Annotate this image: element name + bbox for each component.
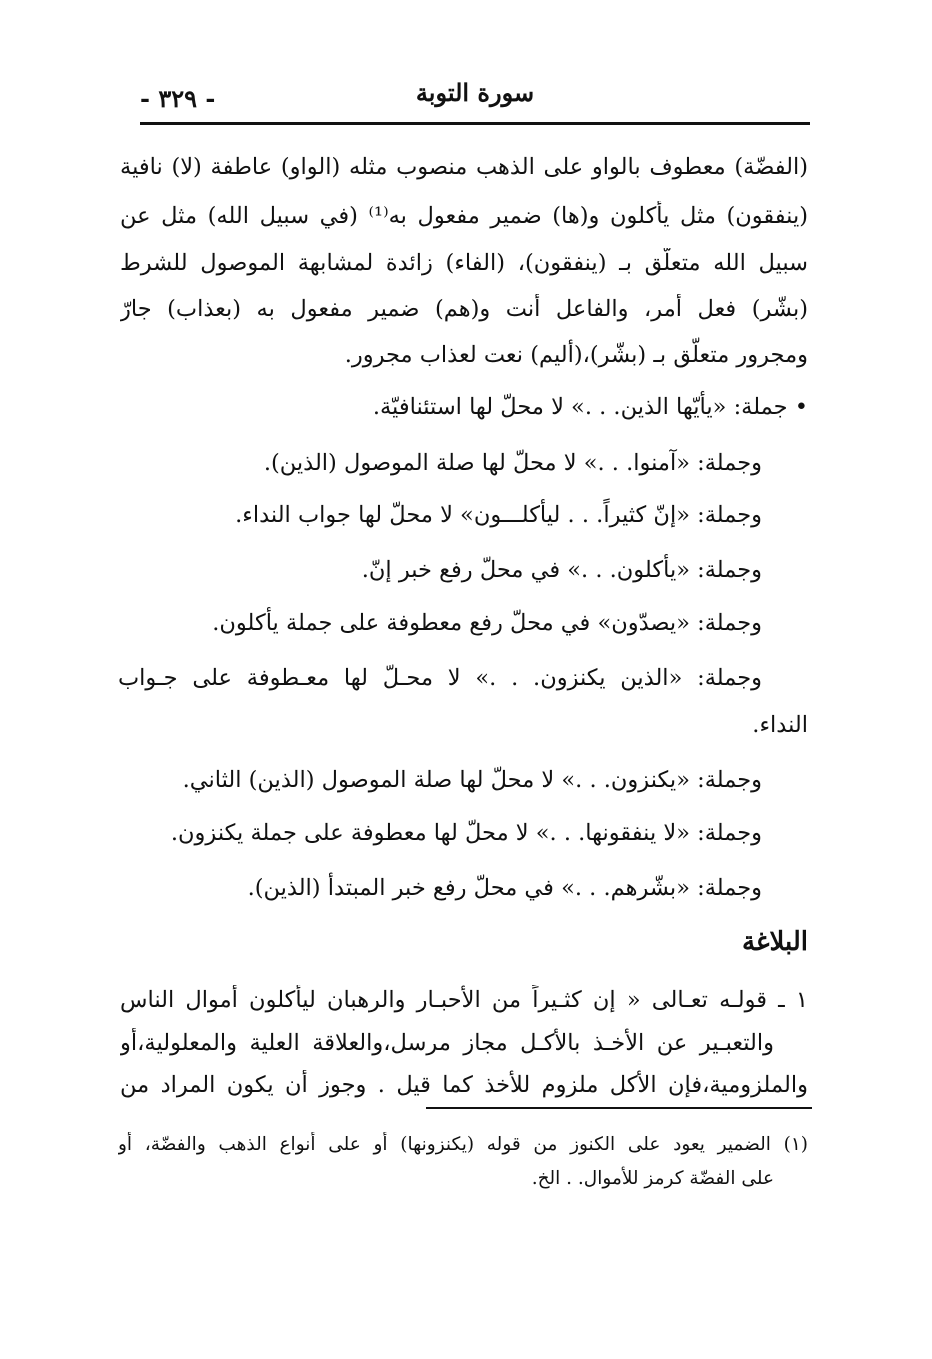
body-line: ومجرور متعلّق بـ (بشّر)،(أليم) نعت لعذاب مجرور. <box>344 342 808 368</box>
sentence-line: وجملة: «لا ينفقونها. . .» لا محلّ لها معطوفة على جملة يكنزون. <box>170 820 762 846</box>
sentence-line: النداء. <box>752 712 808 738</box>
page-number: - ٣٢٩ - <box>140 84 216 113</box>
sentence-line: وجملة: «يأكلون. . .» في محلّ رفع خبر إنّ. <box>361 557 762 583</box>
body-line: (بشّر) فعل أمر، والفاعل أنت و(هم) ضمير مفعول به (بعذاب) جارّ <box>120 296 808 322</box>
body-line: (الفضّة) معطوف بالواو على الذهب منصوب مثله (الواو) عاطفة (لا) نافية <box>120 154 808 180</box>
surah-title: سورة التوبة <box>415 78 535 107</box>
balagha-line: والملزومية،فإن الأكل ملزوم للأخذ كما قيل . وجوز أن يكون المراد من <box>120 1072 808 1098</box>
footnote-rule <box>426 1107 812 1109</box>
footnote-line: (١) الضمير يعود على الكنوز من قوله (يكنزونها) أو على أنواع الذهب والفضّة، أو <box>118 1134 808 1155</box>
sentence-line: وجملة: «آمنوا. . .» لا محلّ لها صلة الموصول (الذين). <box>263 450 762 476</box>
sentence-line: وجملة: «بشّرهم. . .» في محلّ رفع خبر المبتدأ (الذين). <box>247 875 762 901</box>
balagha-line: ١ ـ قولـه تعـالى « إن كثـيراً من الأحبـار والرهبان ليأكلون أموال الناس <box>120 987 808 1013</box>
body-line: (ينفقون) مثل يأكلون و(ها) ضمير مفعول به⁽¹⁾ (في سبيل الله) مثل عن <box>120 203 808 229</box>
section-heading: البلاغة <box>741 927 808 957</box>
page-header <box>140 70 810 120</box>
header-rule <box>140 122 810 125</box>
sentence-line: وجملة: «الذين يكنزون. . .» لا محـلّ لها معـطوفة على جـواب <box>118 665 762 691</box>
sentence-line: وجملة: «يكنزون. . .» لا محلّ لها صلة الموصول (الذين) الثاني. <box>182 767 762 793</box>
sentence-line: • جملة: «يأيّها الذين. . .» لا محلّ لها استئنافيّة. <box>372 394 808 420</box>
footnote-line: على الفضّة كرمز للأموال. . الخ. <box>531 1168 774 1189</box>
body-line: سبيل الله متعلّق بـ (ينفقون)، (الفاء) زائدة لمشابهة الموصول للشرط <box>120 250 808 276</box>
sentence-line: وجملة: «إنّ كثيراً. . . ليأكلـــون» لا محلّ لها جواب النداء. <box>235 502 762 528</box>
sentence-line: وجملة: «يصدّون» في محلّ رفع معطوفة على جملة يأكلون. <box>212 610 762 636</box>
balagha-line: والتعبـير عن الأخـذ بالأكـل مجاز مرسل،والعلاقة العلية والمعلولية،أو <box>120 1030 774 1056</box>
